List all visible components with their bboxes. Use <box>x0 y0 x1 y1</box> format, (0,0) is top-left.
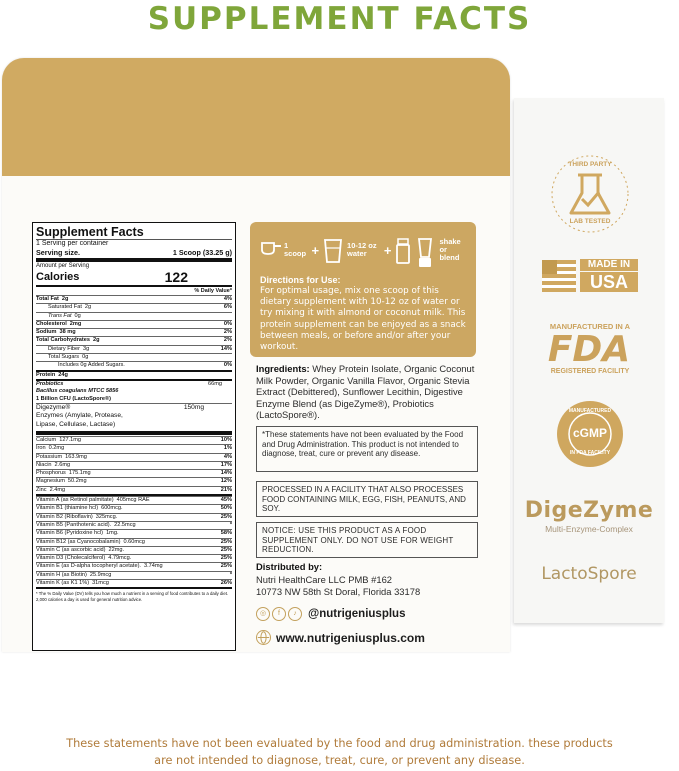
nutrient-daily-value: 4% <box>223 453 232 460</box>
nutrient-daily-value: 12% <box>220 478 232 485</box>
usa-label: USA <box>580 272 638 292</box>
package-gold-band <box>2 58 510 176</box>
nutrient-label: Calcium <box>36 436 57 443</box>
digezyme-subtitle: Multi-Enzyme-Complex <box>545 524 633 534</box>
social-handle: @nutrigeniusplus <box>308 608 406 620</box>
facts-row <box>36 361 232 369</box>
nutrient-label: Niacin <box>36 461 52 468</box>
facts-row <box>36 328 232 336</box>
mineral-list <box>36 436 232 494</box>
facts-row <box>36 546 232 554</box>
plus-icon: + <box>383 242 392 258</box>
nutrient-label: Dietary Fiber <box>48 345 81 352</box>
nutrient-daily-value: 6% <box>223 304 232 311</box>
social-row <box>256 607 405 621</box>
directions-heading: Directions for Use: <box>260 275 341 285</box>
made-in-label: MADE IN <box>580 259 638 271</box>
blender-icon <box>415 237 435 263</box>
nutrient-label: Vitamin D3 (Cholecalciferol) <box>36 555 106 562</box>
glass-icon <box>323 237 343 263</box>
vitamin-list <box>36 496 232 587</box>
nutrient-daily-value: * <box>229 521 232 528</box>
digezyme-logo <box>514 498 664 534</box>
nutrient-label: Protein <box>36 371 56 378</box>
bacillus-label: Bacillus coagulans MTCC 5856 <box>36 388 119 395</box>
bacillus-row <box>36 388 232 395</box>
nutrient-label: Phosphorus <box>36 470 66 477</box>
facts-footnote: * The % Daily Value (DV) tells you how much a nutrient in a serving of food contributes to a daily diet. 2,000 calories a day is used for general nutrition advice. <box>36 591 229 602</box>
nutrient-amount <box>128 362 224 369</box>
nutrient-daily-value: 14% <box>220 345 232 352</box>
lactospore-logo: LactoSpore <box>541 564 637 584</box>
nutrient-amount: 0g <box>74 312 81 319</box>
nutrient-amount: 50.2mg <box>67 478 87 485</box>
directions-text: For optimal usage, mix one scoop of this dietary supplement with 10-12 oz of water or try mixing it with almond or coconut milk. This protein supplement can be enjoyed as a snack between meals, or before and/or after your workout. <box>260 286 466 353</box>
bottom-disclaimer <box>0 735 679 769</box>
nutrient-daily-value: 0% <box>223 362 232 369</box>
nutrient-label: Vitamin B5 (Panthotenic acid). <box>36 521 112 528</box>
website-row <box>256 630 425 645</box>
probiotics-row <box>36 379 232 388</box>
nutrient-label: Trans Fat <box>48 312 72 319</box>
facts-row <box>36 562 232 570</box>
nutrient-label: Vitamin H (as Biotin) <box>36 571 87 578</box>
facts-row <box>36 504 232 512</box>
facts-row <box>36 303 232 311</box>
nutrient-amount: 22.5mcg <box>114 521 136 528</box>
shaker-icon <box>395 237 411 263</box>
disclaimer-line-1: These statements have not been evaluated by the food and drug administration. these products <box>66 737 613 750</box>
digezyme-label: Digezyme® <box>36 403 71 411</box>
nutrient-amount: 2.6mg <box>54 461 71 468</box>
scoop-icon <box>260 237 280 263</box>
nutrient-label: Vitamin K (as K1 1%) <box>36 580 90 586</box>
nutrient-amount: 405mcg RAE <box>116 497 150 504</box>
cfu-row <box>36 396 232 403</box>
nutrient-label: Total Sugars <box>48 354 80 361</box>
ingredients <box>256 363 478 421</box>
nutrient-amount: 3g <box>83 345 90 352</box>
ingredients-text: Whey Protein Isolate, Organic Coconut Milk Powder, Organic Vanilla Flavor, Organic Stevia Extract (Debittered), Sunflower Lecithin, Digestive Enzyme Blend (as DigeZyme®), Probiotics (LactoSpore®). <box>256 363 475 420</box>
nutrient-daily-value: 25% <box>220 538 232 545</box>
distributor-heading: Distributed by: <box>256 561 323 572</box>
nutrient-label: Potassium <box>36 453 63 460</box>
nutrient-label: Iron <box>36 445 46 452</box>
third-party-top: THIRD PARTY <box>568 161 612 168</box>
nutrient-daily-value: 25% <box>220 546 232 553</box>
nutrient-amount: 22mg. <box>108 546 125 553</box>
enzymes-line-1: Enzymes (Amylate, Protease, <box>36 412 123 420</box>
nutrient-amount: 175.1mg <box>68 470 91 477</box>
facts-row <box>36 461 232 469</box>
facts-row <box>36 436 232 444</box>
nutrient-amount: 0.60mcg <box>123 538 145 545</box>
nutrient-amount: 3.74mg <box>144 563 163 570</box>
ingredients-label: Ingredients: <box>256 363 310 374</box>
distributor-line-2: 10773 NW 58th St Doral, Florida 33178 <box>256 586 421 597</box>
facts-title: Supplement Facts <box>36 225 144 239</box>
facts-row <box>36 571 232 579</box>
nutrient-amount: 0g <box>82 354 89 361</box>
facts-row <box>36 345 232 353</box>
nutrient-label: Vitamin B12 (as Cyanocobalamin) <box>36 538 121 545</box>
nutrient-amount: 127.1mg <box>59 436 81 443</box>
nutrient-amount: 325mcg. <box>95 513 118 520</box>
calories-row <box>36 270 232 284</box>
nutrient-label: Vitamin B6 (Pyridoxine hcl) <box>36 530 104 537</box>
nutrient-amount: 38 mg <box>59 329 76 336</box>
nutrient-daily-value: 58% <box>220 530 232 537</box>
step-water: 10-12 oz water <box>347 241 377 258</box>
disclaimer-line-2: are not intended to diagnose, treat, cure, or prevent any disease. <box>154 754 525 767</box>
facts-row <box>36 579 232 587</box>
facts-row <box>36 353 232 361</box>
serving-size <box>36 248 232 257</box>
cgmp-ring-top: MANUFACTURED <box>568 408 612 414</box>
mixing-steps <box>260 228 466 272</box>
fda-bottom-label: REGISTERED FACILITY <box>550 368 630 375</box>
servings-per-container: 1 Serving per container <box>36 240 109 247</box>
directions-box <box>250 222 476 357</box>
nutrient-amount: 600mcg. <box>101 505 123 512</box>
probiotics-label: Probiotics <box>36 380 64 387</box>
facts-row <box>36 312 232 320</box>
globe-icon <box>256 630 271 645</box>
digezyme-amount: 150mg <box>183 403 204 411</box>
nutrient-label: Total Fat <box>36 296 59 302</box>
cgmp-label: cGMP <box>572 426 607 440</box>
nutrient-amount: 25.9mcg <box>89 571 112 578</box>
nutrient-daily-value: 45% <box>220 497 232 504</box>
facts-row <box>36 486 232 494</box>
nutrient-label: Sodium <box>36 329 57 336</box>
nutrient-label: Magnesium <box>36 478 65 485</box>
digezyme-row <box>36 403 232 413</box>
third-party-bottom: LAB TESTED <box>569 218 611 225</box>
nutrient-daily-value: 25% <box>220 563 232 570</box>
nutrient-amount: 4.79mcg. <box>108 555 132 562</box>
facts-row <box>36 554 232 562</box>
step-scoop: 1 scoop <box>284 241 307 258</box>
nutrient-daily-value: 21% <box>220 486 232 493</box>
fda-mark: FDA <box>547 329 631 370</box>
nutrient-daily-value: 50% <box>220 505 232 512</box>
nutrient-daily-value: * <box>229 571 232 578</box>
calories-label: Calories <box>36 271 80 283</box>
nutrient-amount: 31mcg <box>92 580 109 586</box>
nutrient-daily-value: 2% <box>223 329 232 336</box>
nutrient-label: Includes 0g Added Sugars. <box>58 362 125 369</box>
distributor-line-1: Nutri HealthCare LLC PMB #162 <box>256 573 393 585</box>
probiotics-amount: 66mg <box>208 380 222 387</box>
facebook-icon: f <box>272 607 286 621</box>
nutrient-label: Saturated Fat <box>48 304 82 311</box>
nutrient-label: Vitamin E (as D-alpha tocopheryl acetate). <box>36 563 141 570</box>
usa-flag-icon <box>542 260 576 292</box>
nutrient-daily-value: 2% <box>223 337 232 344</box>
nutrient-daily-value: 10% <box>220 436 232 443</box>
facts-row <box>36 529 232 537</box>
nutrient-label: Vitamin A (as Retinol palmitate) <box>36 497 114 504</box>
nutrient-label: Vitamin B1 (thiamine hcl) <box>36 505 99 512</box>
facts-row <box>36 444 232 452</box>
instagram-icon: ◎ <box>256 607 270 621</box>
facts-row <box>36 521 232 529</box>
page-title: SUPPLEMENT FACTS <box>147 1 532 37</box>
facts-row <box>36 496 232 504</box>
facts-row <box>36 295 232 303</box>
nutrient-amount: 2g <box>61 296 69 302</box>
nutrient-amount: 0.2mg <box>48 445 65 452</box>
nutrient-daily-value: 0% <box>223 320 232 327</box>
distributor <box>256 561 478 599</box>
nutrient-amount: 163.9mg <box>65 453 87 460</box>
nutrient-amount: 2.4mg <box>49 486 66 493</box>
facts-row <box>36 370 232 379</box>
website-text: www.nutrigeniusplus.com <box>276 630 425 645</box>
nutrient-label: Zinc <box>36 486 47 493</box>
digezyme-name: DigeZyme <box>524 498 654 523</box>
daily-value-header: % Daily Value* <box>194 288 232 294</box>
plus-icon: + <box>311 242 320 258</box>
facts-row <box>36 538 232 546</box>
step-shake: shake or blend <box>439 237 461 262</box>
nutrient-label: Vitamin C (as ascorbic acid) <box>36 546 106 553</box>
serving-size-value: 1 Scoop (33.25 g) <box>172 248 232 257</box>
certification-badges <box>514 98 664 623</box>
nutrient-daily-value: 26% <box>220 580 232 586</box>
nutrient-daily-value: 1% <box>223 445 232 452</box>
nutrient-label: Total Carbohydrates <box>36 337 90 344</box>
allergen-box: PROCESSED IN A FACILITY THAT ALSO PROCESSES FOOD CONTAINING MILK, EGG, FISH, PEANUTS, AND SOY. <box>256 481 478 517</box>
fda-top-label: MANUFACTURED IN A <box>549 322 631 331</box>
facts-row <box>36 320 232 328</box>
serving-size-label: Serving size. <box>36 248 80 257</box>
calories-value: 122 <box>164 269 188 285</box>
nutrient-daily-value: 4% <box>223 296 232 302</box>
facts-row <box>36 453 232 461</box>
facts-row <box>36 513 232 521</box>
supplement-facts-panel <box>32 222 236 651</box>
facts-row <box>36 477 232 485</box>
usage-notice-box: NOTICE: USE THIS PRODUCT AS A FOOD SUPPLEMENT ONLY. DO NOT USE FOR WEIGHT REDUCTION. <box>256 522 478 558</box>
nutrient-daily-value: 25% <box>220 513 232 520</box>
macro-nutrient-list <box>36 295 232 379</box>
nutrient-amount: 2g <box>84 304 92 311</box>
nutrient-daily-value: 17% <box>220 461 232 468</box>
nutrient-daily-value: 14% <box>220 470 232 477</box>
nutrient-label: Vitamin B2 (Riboflavin) <box>36 513 93 520</box>
nutrient-daily-value: 25% <box>220 555 232 562</box>
nutrient-amount: 24g <box>58 371 68 378</box>
nutrient-amount: 1mg. <box>106 530 119 537</box>
nutrient-amount: 2g <box>92 337 100 344</box>
nutrient-amount: 2mg <box>69 320 82 327</box>
cfu-label: 1 Billion CFU (LactoSpore®) <box>36 395 111 402</box>
enzymes-line-2: Lipase, Cellulase, Lactase) <box>36 420 116 428</box>
nutrient-label: Cholesterol <box>36 320 67 327</box>
fda-statement-box: *These statements have not been evaluated by the Food and Drug Administration. This product is not intended to diagnose, treat, cure or prevent any disease. <box>256 426 478 472</box>
amount-per-serving: Amount per Serving <box>36 263 90 269</box>
cgmp-ring-bottom: IN FDA FACILITY <box>569 450 611 456</box>
facts-row <box>36 336 232 344</box>
facts-row <box>36 469 232 477</box>
tiktok-icon: ♪ <box>288 607 302 621</box>
